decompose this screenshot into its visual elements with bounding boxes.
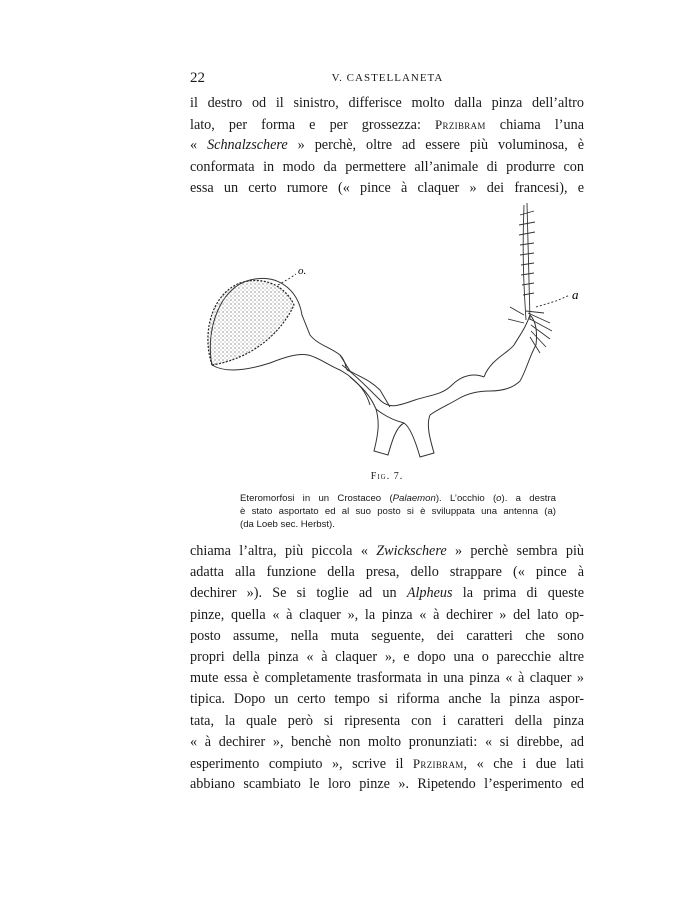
running-title: V. CASTELLANETA xyxy=(331,72,444,84)
text-line: tata, la quale però si ripresenta con i caratteri della pinza xyxy=(190,712,584,729)
eye xyxy=(208,280,294,365)
text-line: tipica. Dopo un certo tempo si riforma anche la pinza aspor- xyxy=(190,691,584,708)
text-line: dechirer »). Se si toglie ad un Alpheus la prima di queste xyxy=(190,585,584,602)
antenna xyxy=(508,203,552,353)
text-line: abbiano scambiato le loro pinze ». Ripetendo l’esperimento ed xyxy=(190,776,584,793)
text-line: adatta alla funzione della presa, dello strappare (« pince à xyxy=(190,564,584,581)
text-line: il destro od il sinistro, differisce molto dalla pinza dell’altro xyxy=(190,95,584,111)
figure-number: Fig. 7. xyxy=(370,471,404,482)
text-line: chiama l’altra, più piccola « Zwickschere » perchè sembra più xyxy=(190,543,584,559)
author-name: Przibram xyxy=(412,755,464,771)
page-number: 22 xyxy=(190,70,205,86)
text-line: conformata in modo da permettere all’animale di produrre con xyxy=(190,158,584,175)
label-a: a xyxy=(572,287,579,302)
text-line: esperimento compiuto », scrive il Przibram, « che i due lati xyxy=(190,755,584,772)
italic-term: Schnalzschere xyxy=(207,137,288,154)
caption-line: Eteromorfosi in un Crostaceo (Palaemon). L’occhio (o). a destra xyxy=(240,493,556,504)
right-stalk xyxy=(484,315,537,391)
figure-caption xyxy=(240,492,556,531)
a-leader-line xyxy=(536,295,570,307)
text-line: « à dechirer », benchè non molto pronunziati: « si direbbe, ad xyxy=(190,733,584,750)
text-line: propri della pinza « à claquer », e dopo una o parecchie altre xyxy=(190,648,584,665)
text-line: pinze, quella « à claquer », la pinza « à dechirer » del lato op- xyxy=(190,606,584,623)
running-head xyxy=(190,70,585,88)
label-o: o. xyxy=(298,265,307,277)
text-line: mute essa è completamente trasformata in una pinza « à claquer » xyxy=(190,670,584,687)
text-line: essa un certo rumore (« pince à claquer » dei francesi), e xyxy=(190,179,584,196)
palaemon-drawing xyxy=(190,195,590,470)
paragraph-bottom xyxy=(190,541,584,795)
italic-term: Zwickschere xyxy=(376,543,447,559)
italic-genus: Alpheus xyxy=(406,585,453,602)
text-line: lato, per forma e per grossezza: Przibram chiama l’una xyxy=(190,117,584,134)
text-line: posto assume, nella muta seguente, dei caratteri che sono xyxy=(190,627,584,644)
text-line: « Schnalzschere » perchè, oltre ad essere più voluminosa, è xyxy=(190,137,584,154)
caption-line: (da Loeb sec. Herbst). xyxy=(240,519,335,530)
author-name: Przibram xyxy=(435,117,486,133)
figure-illustration xyxy=(190,195,590,470)
caption-line: è stato asportato ed al suo posto si è sviluppata una antenna (a) xyxy=(240,506,556,517)
paragraph-top xyxy=(190,93,584,199)
